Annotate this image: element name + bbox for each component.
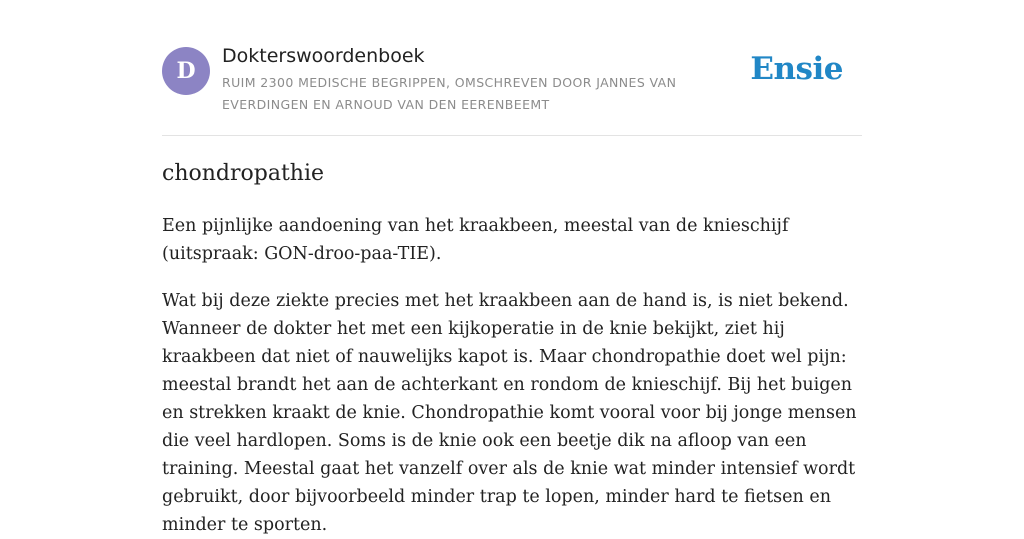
page-content [162,0,862,535]
source-avatar[interactable]: D [162,47,210,95]
entry-paragraph-1: Een pijnlijke aandoening van het kraakbeen, meestal van de knieschijf (uitspraak: GON-droo-paa-TIE). [162,216,789,264]
entry-paragraph-2: Wat bij deze ziekte precies met het kraakbeen aan de hand is, is niet bekend. Wanneer de dokter het met een kijkoperatie in de knie bekijkt, ziet hij kraakbeen dat niet of nauwelijks kapot is. Maar chondropathie doet wel pijn: meestal brandt het aan de achterkant en rondom de knieschijf. Bij het buigen en strekken kraakt de knie. Chondropathie komt vooral voor bij jonge mensen die veel hardlopen. Soms is de knie ook een beetje dik na afloop van een training. Meestal gaat het vanzelf over als de knie wat minder intensief wordt gebruikt, door bijvoorbeeld minder trap te lopen, minder hard te fietsen en minder te sporten. [162,291,857,535]
source-title[interactable]: Dokterswoordenboek [222,45,425,67]
ensie-logo[interactable]: Ensie [750,51,843,87]
source-description: RUIM 2300 MEDISCHE BEGRIPPEN, OMSCHREVEN DOOR JANNES VAN EVERDINGEN EN ARNOUD VAN DEN EERENBEEMT [222,75,677,112]
entry-term: chondropathie [162,161,325,186]
source-header [162,0,862,136]
